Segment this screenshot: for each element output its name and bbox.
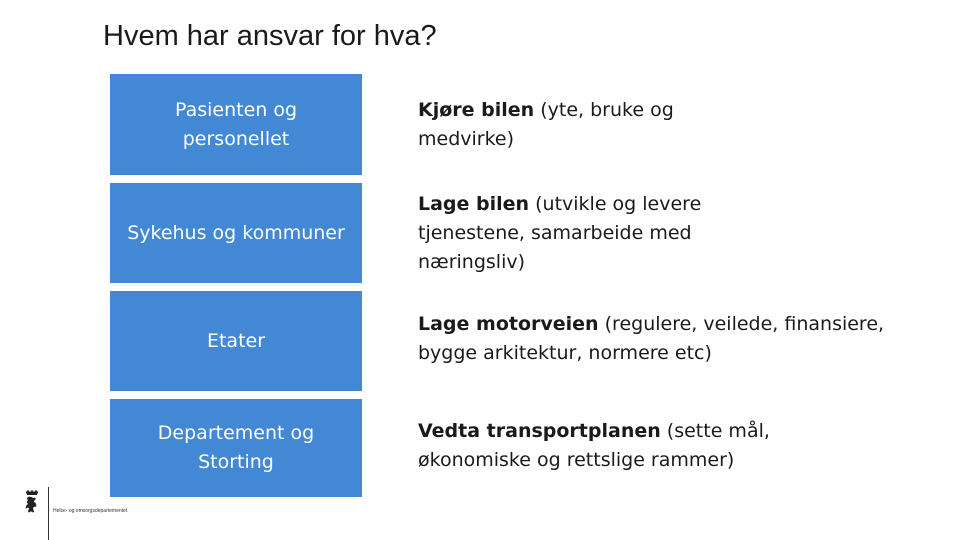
level-box-line: Pasienten og [174,98,298,121]
level-box-line: personellet [182,127,290,150]
level-description-rest: (utvikle og levere tjenestene, samarbeide med næringsliv) [418,193,702,273]
level-description-rest: (yte, bruke og medvirke) [418,99,674,150]
department-name: Helse- og omsorgsdepartementet [53,508,128,514]
level-box-line: Storting [198,451,274,473]
level-description [418,190,718,277]
level-box-patient [110,74,362,175]
slide-title: Hvem har ansvar for hva? [103,20,437,52]
level-description-bold: Vedta transportplanen [418,420,661,442]
level-description-bold: Lage motorveien [418,313,599,335]
level-box-line: Sykehus og kommuner [127,221,345,244]
norwegian-lion-coat-of-arms-icon [22,490,42,516]
footer-divider [48,487,49,540]
level-description-bold: Kjøre bilen [418,99,535,121]
level-description [418,417,778,475]
level-description [418,310,898,368]
level-description-rest: (regulere, veilede, finansiere, bygge arkitektur, normere etc) [418,313,885,364]
level-box-ministry [110,399,362,497]
level-box-line: Etater [206,329,266,352]
level-box-hospitals [110,183,362,283]
level-description-bold: Lage bilen [418,193,530,215]
level-box-line: Departement og [157,422,315,444]
level-description [418,96,703,154]
level-description-rest: (sette mål, økonomiske og rettslige rammer) [418,420,770,471]
level-box-agencies [110,291,362,391]
